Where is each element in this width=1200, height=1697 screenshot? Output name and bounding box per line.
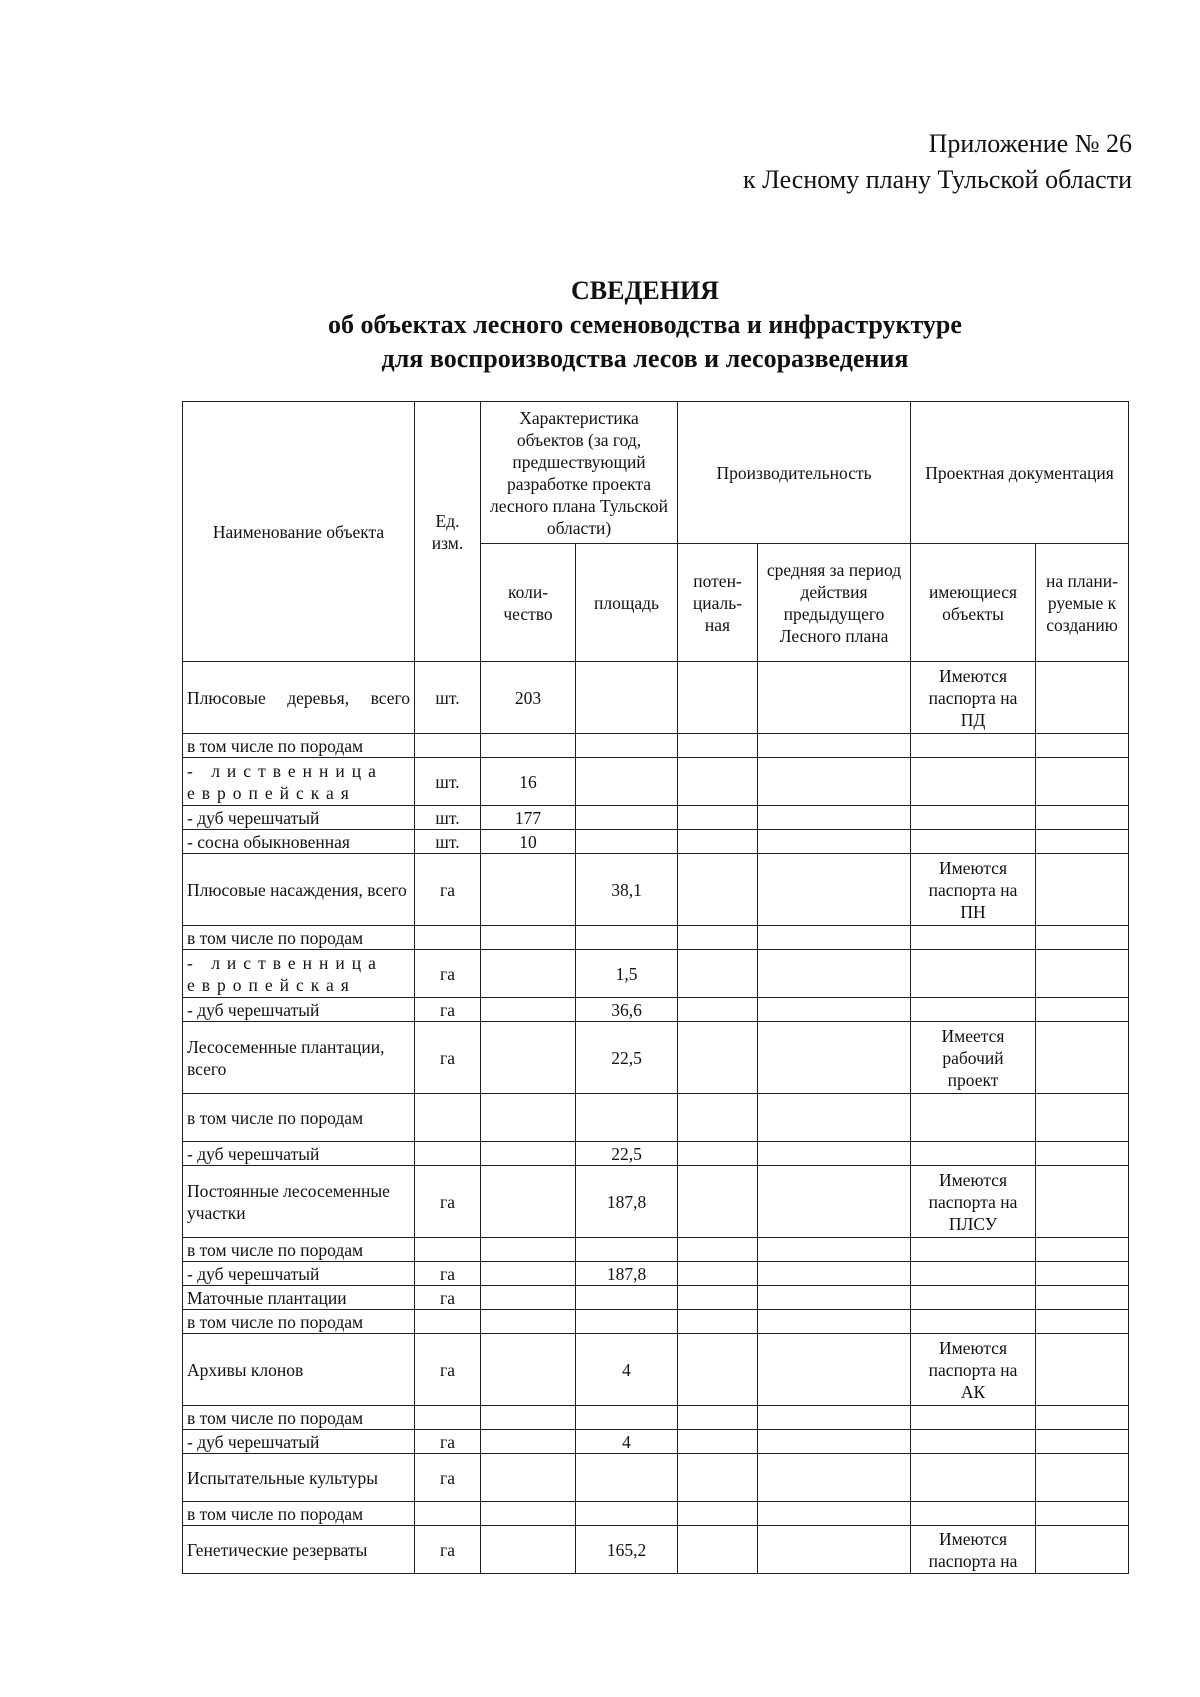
row-potential: [678, 1166, 758, 1238]
row-name: в том числе по породам: [183, 734, 415, 758]
row-average: [758, 1310, 911, 1334]
row-quantity: [481, 926, 576, 950]
row-existing: [911, 1454, 1036, 1502]
row-average: [758, 1430, 911, 1454]
row-planned: [1036, 1406, 1129, 1430]
row-planned: [1036, 1526, 1129, 1574]
row-name: Плюсовые деревья, всего: [183, 662, 415, 734]
row-name: в том числе по породам: [183, 1502, 415, 1526]
row-planned: [1036, 1142, 1129, 1166]
row-average: [758, 1286, 911, 1310]
row-name: - дуб черешчатый: [183, 1142, 415, 1166]
row-quantity: [481, 734, 576, 758]
row-name: в том числе по породам: [183, 1094, 415, 1142]
row-quantity: [481, 1262, 576, 1286]
row-unit: га: [415, 998, 481, 1022]
row-quantity: 203: [481, 662, 576, 734]
header-productivity: Производительность: [678, 402, 911, 544]
row-potential: [678, 1262, 758, 1286]
table-row: [183, 926, 1129, 950]
row-unit: га: [415, 1334, 481, 1406]
row-name: - дуб черешчатый: [183, 998, 415, 1022]
row-planned: [1036, 758, 1129, 806]
row-name: Генетические резерваты: [183, 1526, 415, 1574]
header-unit: Ед. изм.: [415, 402, 481, 662]
row-potential: [678, 1406, 758, 1430]
row-planned: [1036, 1238, 1129, 1262]
row-existing: Имеются паспорта на ПН: [911, 854, 1036, 926]
table-row: [183, 1022, 1129, 1094]
row-existing: [911, 926, 1036, 950]
table-row: [183, 1502, 1129, 1526]
row-planned: [1036, 1166, 1129, 1238]
row-planned: [1036, 1262, 1129, 1286]
row-area: 22,5: [576, 1142, 678, 1166]
row-existing: [911, 950, 1036, 998]
row-existing: [911, 1502, 1036, 1526]
row-unit: га: [415, 1286, 481, 1310]
row-area: 22,5: [576, 1022, 678, 1094]
row-area: [576, 1454, 678, 1502]
row-average: [758, 1142, 911, 1166]
row-name: - сосна обыкновенная: [183, 830, 415, 854]
row-planned: [1036, 854, 1129, 926]
row-existing: [911, 1262, 1036, 1286]
row-potential: [678, 1142, 758, 1166]
row-planned: [1036, 1430, 1129, 1454]
row-existing: [911, 1142, 1036, 1166]
table-row: [183, 758, 1129, 806]
table-row: [183, 1262, 1129, 1286]
row-name: в том числе по породам: [183, 1310, 415, 1334]
row-planned: [1036, 734, 1129, 758]
row-unit: [415, 1310, 481, 1334]
row-average: [758, 830, 911, 854]
row-name: Постоянные лесосеменные участки: [183, 1166, 415, 1238]
row-quantity: [481, 1430, 576, 1454]
row-name: Испытательные культуры: [183, 1454, 415, 1502]
row-area: [576, 734, 678, 758]
row-potential: [678, 1526, 758, 1574]
row-area: [576, 662, 678, 734]
document-title: СВЕДЕНИЯ: [571, 276, 719, 305]
row-quantity: [481, 1166, 576, 1238]
row-quantity: [481, 950, 576, 998]
row-existing: Имеются паспорта на: [911, 1526, 1036, 1574]
row-potential: [678, 854, 758, 926]
row-quantity: [481, 1310, 576, 1334]
row-quantity: [481, 1286, 576, 1310]
row-average: [758, 662, 911, 734]
table-row: [183, 1334, 1129, 1406]
row-planned: [1036, 1310, 1129, 1334]
row-planned: [1036, 950, 1129, 998]
header-quantity: коли-чество: [481, 544, 576, 662]
row-unit: га: [415, 1430, 481, 1454]
row-average: [758, 854, 911, 926]
row-unit: га: [415, 1262, 481, 1286]
row-average: [758, 806, 911, 830]
row-existing: Имеются паспорта на ПД: [911, 662, 1036, 734]
row-existing: [911, 1094, 1036, 1142]
row-quantity: [481, 1238, 576, 1262]
row-area: [576, 830, 678, 854]
table-body: [183, 662, 1129, 1574]
row-potential: [678, 950, 758, 998]
row-unit: шт.: [415, 662, 481, 734]
row-area: [576, 926, 678, 950]
table-row: [183, 1406, 1129, 1430]
row-unit: га: [415, 1526, 481, 1574]
row-planned: [1036, 1022, 1129, 1094]
row-existing: [911, 1430, 1036, 1454]
annex-number: Приложение № 26: [928, 129, 1132, 158]
document-heading: [0, 274, 1200, 376]
row-unit: [415, 1406, 481, 1430]
table-row: [183, 998, 1129, 1022]
row-existing: [911, 734, 1036, 758]
row-quantity: [481, 1022, 576, 1094]
row-unit: [415, 734, 481, 758]
row-potential: [678, 830, 758, 854]
row-unit: шт.: [415, 758, 481, 806]
row-name: Лесосеменные плантации, всего: [183, 1022, 415, 1094]
row-unit: га: [415, 1166, 481, 1238]
row-potential: [678, 1334, 758, 1406]
row-quantity: 10: [481, 830, 576, 854]
row-name: в том числе по породам: [183, 1238, 415, 1262]
row-planned: [1036, 998, 1129, 1022]
row-planned: [1036, 662, 1129, 734]
row-quantity: [481, 1142, 576, 1166]
row-area: [576, 1406, 678, 1430]
row-existing: [911, 830, 1036, 854]
row-quantity: [481, 1406, 576, 1430]
row-name: - дуб черешчатый: [183, 1262, 415, 1286]
row-area: [576, 1286, 678, 1310]
row-name: - дуб черешчатый: [183, 806, 415, 830]
table-row: [183, 806, 1129, 830]
row-quantity: [481, 1094, 576, 1142]
row-area: 187,8: [576, 1262, 678, 1286]
row-potential: [678, 1286, 758, 1310]
row-potential: [678, 758, 758, 806]
header-existing: имеющиеся объекты: [911, 544, 1036, 662]
row-potential: [678, 1310, 758, 1334]
row-average: [758, 1454, 911, 1502]
table-row: [183, 950, 1129, 998]
table-row: [183, 1142, 1129, 1166]
row-unit: [415, 1502, 481, 1526]
seed-objects-table: [182, 401, 1129, 1574]
row-average: [758, 758, 911, 806]
row-name: в том числе по породам: [183, 1406, 415, 1430]
table-row: [183, 662, 1129, 734]
row-average: [758, 1238, 911, 1262]
row-potential: [678, 1430, 758, 1454]
row-average: [758, 1166, 911, 1238]
row-name: Маточные плантации: [183, 1286, 415, 1310]
row-quantity: [481, 1454, 576, 1502]
row-potential: [678, 1502, 758, 1526]
table-row: [183, 854, 1129, 926]
row-planned: [1036, 806, 1129, 830]
row-name: Плюсовые насаждения, всего: [183, 854, 415, 926]
row-potential: [678, 1094, 758, 1142]
table-header: [183, 402, 1129, 662]
row-area: [576, 1094, 678, 1142]
row-average: [758, 950, 911, 998]
row-quantity: [481, 854, 576, 926]
row-existing: [911, 998, 1036, 1022]
row-planned: [1036, 926, 1129, 950]
row-existing: Имеются паспорта на ПЛСУ: [911, 1166, 1036, 1238]
header-project-docs: Проектная документация: [911, 402, 1129, 544]
row-existing: [911, 1406, 1036, 1430]
row-planned: [1036, 830, 1129, 854]
row-average: [758, 1526, 911, 1574]
row-unit: га: [415, 854, 481, 926]
row-existing: [911, 1310, 1036, 1334]
row-area: 36,6: [576, 998, 678, 1022]
row-average: [758, 734, 911, 758]
row-average: [758, 1406, 911, 1430]
row-unit: [415, 926, 481, 950]
header-planned: на плани-руемые к созданию: [1036, 544, 1129, 662]
annex-reference: к Лесному плану Тульской области: [743, 165, 1132, 194]
table-row: [183, 1094, 1129, 1142]
row-planned: [1036, 1286, 1129, 1310]
row-unit: га: [415, 950, 481, 998]
row-average: [758, 1334, 911, 1406]
row-area: 1,5: [576, 950, 678, 998]
row-existing: [911, 1286, 1036, 1310]
table-row: [183, 1454, 1129, 1502]
row-unit: [415, 1142, 481, 1166]
annex-note: [743, 126, 1132, 198]
row-name: - лиственница европейская: [183, 758, 415, 806]
table-row: [183, 1430, 1129, 1454]
row-average: [758, 1502, 911, 1526]
row-potential: [678, 998, 758, 1022]
row-name: - дуб черешчатый: [183, 1430, 415, 1454]
row-potential: [678, 926, 758, 950]
row-existing: [911, 758, 1036, 806]
row-quantity: [481, 1526, 576, 1574]
row-quantity: [481, 1334, 576, 1406]
row-area: 4: [576, 1430, 678, 1454]
row-planned: [1036, 1454, 1129, 1502]
row-unit: [415, 1238, 481, 1262]
header-potential: потен-циаль-ная: [678, 544, 758, 662]
header-average: средняя за период действия предыдущего Лесного плана: [758, 544, 911, 662]
row-planned: [1036, 1094, 1129, 1142]
row-average: [758, 1262, 911, 1286]
row-potential: [678, 806, 758, 830]
table-row: [183, 1286, 1129, 1310]
row-area: [576, 1310, 678, 1334]
row-area: [576, 806, 678, 830]
row-area: 4: [576, 1334, 678, 1406]
row-planned: [1036, 1502, 1129, 1526]
document-subtitle-line2: для воспроизводства лесов и лесоразведения: [381, 344, 909, 373]
row-planned: [1036, 1334, 1129, 1406]
row-potential: [678, 1454, 758, 1502]
row-area: [576, 1502, 678, 1526]
row-potential: [678, 1238, 758, 1262]
row-area: [576, 1238, 678, 1262]
row-average: [758, 926, 911, 950]
row-area: 38,1: [576, 854, 678, 926]
row-area: 165,2: [576, 1526, 678, 1574]
document-subtitle-line1: об объектах лесного семеноводства и инфраструктуре: [328, 310, 962, 339]
row-quantity: 16: [481, 758, 576, 806]
row-average: [758, 998, 911, 1022]
row-quantity: 177: [481, 806, 576, 830]
row-area: 187,8: [576, 1166, 678, 1238]
row-average: [758, 1022, 911, 1094]
header-object-name: Наименование объекта: [183, 402, 415, 662]
header-area: площадь: [576, 544, 678, 662]
table-row: [183, 1310, 1129, 1334]
row-name: - лиственница европейская: [183, 950, 415, 998]
row-name: Архивы клонов: [183, 1334, 415, 1406]
table-row: [183, 1166, 1129, 1238]
row-quantity: [481, 998, 576, 1022]
row-unit: га: [415, 1022, 481, 1094]
row-potential: [678, 1022, 758, 1094]
table-row: [183, 1526, 1129, 1574]
row-potential: [678, 662, 758, 734]
row-existing: Имеется рабочий проект: [911, 1022, 1036, 1094]
row-existing: [911, 806, 1036, 830]
row-unit: [415, 1094, 481, 1142]
row-name: в том числе по породам: [183, 926, 415, 950]
row-average: [758, 1094, 911, 1142]
row-unit: шт.: [415, 806, 481, 830]
row-potential: [678, 734, 758, 758]
row-area: [576, 758, 678, 806]
row-unit: га: [415, 1454, 481, 1502]
row-quantity: [481, 1502, 576, 1526]
table-row: [183, 830, 1129, 854]
row-existing: [911, 1238, 1036, 1262]
row-existing: Имеются паспорта на АК: [911, 1334, 1036, 1406]
table-row: [183, 1238, 1129, 1262]
header-characteristics: Характеристика объектов (за год, предшествующий разработке проекта лесного плана Тульской области): [481, 402, 678, 544]
row-unit: шт.: [415, 830, 481, 854]
table-row: [183, 734, 1129, 758]
